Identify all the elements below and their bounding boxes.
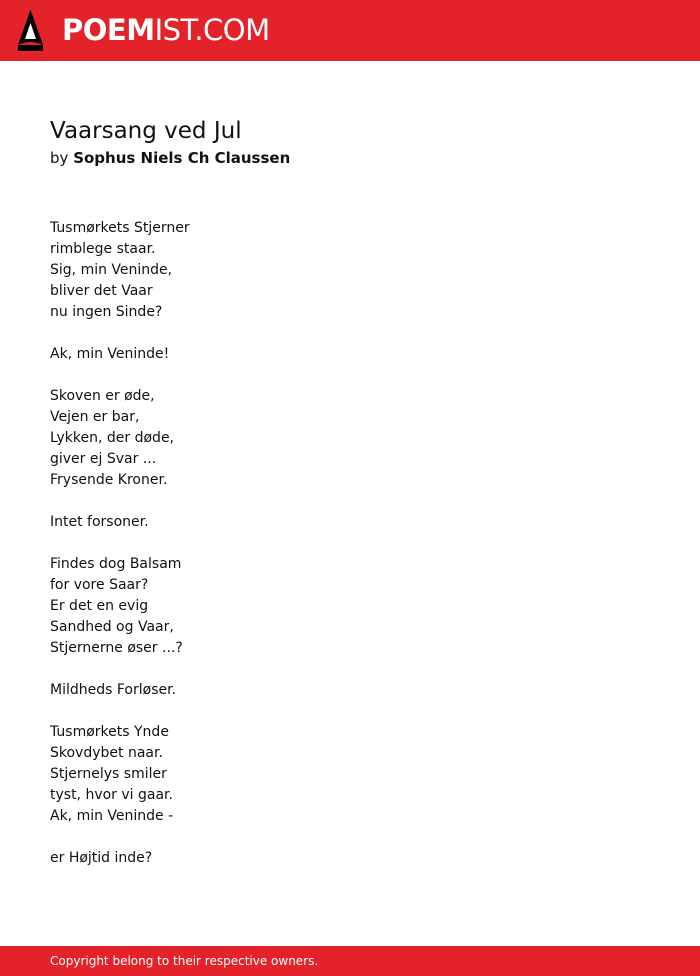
poem-line: Tusmørkets Stjerner: [50, 220, 190, 236]
poem-line: Vejen er bar,: [50, 409, 140, 425]
poem-stanza: [50, 512, 650, 533]
site-logo[interactable]: [62, 11, 270, 49]
copyright-text: Copyright belong to their respective owners.: [50, 954, 319, 968]
poem-line: Lykken, der døde,: [50, 430, 175, 446]
logo-text-light: IST.COM: [154, 13, 270, 47]
poem-stanza: [50, 554, 650, 659]
poem-stanza: [50, 848, 650, 869]
poem-line: Intet forsoner.: [50, 514, 149, 530]
poem-byline: [50, 147, 650, 169]
poem-line: tyst, hvor vi gaar.: [50, 787, 173, 803]
poem-line: bliver det Vaar: [50, 283, 153, 299]
byline-prefix: by: [50, 149, 69, 167]
logo-text-bold: POEM: [62, 13, 155, 47]
poem-stanza: [50, 722, 650, 827]
poem-line: Er det en evig: [50, 598, 149, 614]
poem-container: [50, 115, 650, 890]
poem-title: Vaarsang ved Jul: [50, 118, 242, 144]
poem-line: Ak, min Veninde!: [50, 346, 170, 362]
poem-line: Stjernelys smiler: [50, 766, 167, 782]
poem-line: Sig, min Veninde,: [50, 262, 173, 278]
poem-line: giver ej Svar ...: [50, 451, 157, 467]
poem-stanza: [50, 218, 650, 323]
poem-line: nu ingen Sinde?: [50, 304, 163, 320]
poem-line: Mildheds Forløser.: [50, 682, 177, 698]
poem-stanza: [50, 344, 650, 365]
poem-body: [50, 218, 650, 869]
poem-line: Stjernerne øser ...?: [50, 640, 183, 656]
poem-line: Frysende Kroner.: [50, 472, 168, 488]
poem-line: rimblege staar.: [50, 241, 156, 257]
site-footer: [0, 946, 700, 976]
poem-line: Sandhed og Vaar,: [50, 619, 174, 635]
poem-line: er Højtid inde?: [50, 850, 153, 866]
poem-line: Skovdybet naar.: [50, 745, 163, 761]
poem-stanza: [50, 386, 650, 491]
poem-stanza: [50, 680, 650, 701]
poem-line: Skoven er øde,: [50, 388, 155, 404]
poem-line: Tusmørkets Ynde: [50, 724, 169, 740]
poem-line: Findes dog Balsam: [50, 556, 182, 572]
site-header: [0, 0, 700, 61]
poem-author[interactable]: Sophus Niels Ch Claussen: [73, 149, 291, 167]
poem-line: for vore Saar?: [50, 577, 149, 593]
poem-line: Ak, min Veninde -: [50, 808, 174, 824]
pencil-tip-icon[interactable]: [17, 9, 44, 51]
